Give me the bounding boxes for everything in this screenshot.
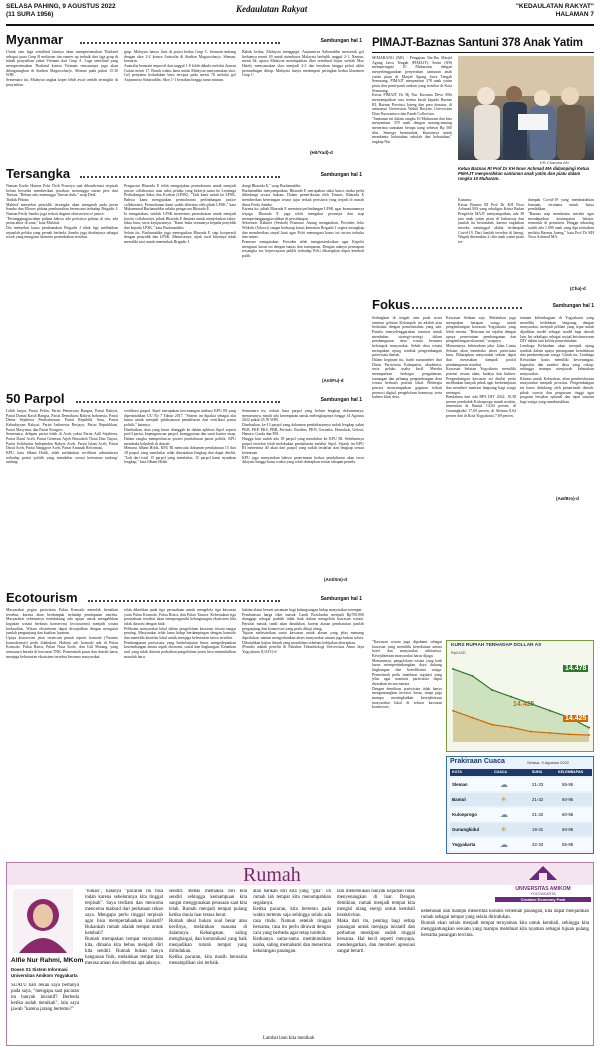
pimajt-caption: Ketua Baznas RI Prof Dr KH Noor Achmad MA didampingi Ketua PIMAJT menyerahkan santunan anak yatim dan piatu dalam rangka 10 Muharam.: [458, 166, 589, 182]
cloud-icon: ☁: [500, 840, 508, 849]
weather-humidity: 55-95: [562, 842, 574, 847]
pimajt-rule: [372, 52, 594, 53]
cloud-icon: ☁: [500, 780, 508, 789]
forex-unit: Rp/USD: [451, 650, 466, 655]
tersangka-dots: [80, 176, 280, 178]
weather-row: [450, 838, 592, 851]
forex-point: [471, 675, 473, 677]
forex-point: [588, 734, 590, 736]
weather-temp: 19-31: [532, 827, 544, 832]
tersangka-col2: Pengacara Bharada E telah mengajukan permohonan untuk menjadi justice collaborator atau saksi pelaku yang bekerja sama ke Lembaga Perlindungan Saksi dan Korban (LPSK). "Tadi kami sudah ke LPSK. Bahwa kami mengajukan permohonan perlindungan justice collaborator. Permohonan kami sudah diterima oleh pihak LPSK," kata Muhammad Burhanuddin selaku pengacara Bharada E. Ia mengatakan, setelah LPSK menerima permohonan untuk menjadi justice collaborator, pihak Bharada E diminta untuk menjelaskan fakta-fakta baru, serta kejujurannya. "Kami buka semuanya kepada penyidik dan kepada LPSK," kata Burhanuddin. Selain itu, Burhanuddin juga menegaskan Bharada E siap kooperatif dengan penyidik dan LPSK. Menurutnya, sejak awal kliennya tidak memiliki niat untuk menembak Brigadir J.: [124, 184, 236, 244]
amikom-logo-icon: [528, 865, 558, 881]
cloud-icon: ☁: [500, 810, 508, 819]
weather-row: [450, 823, 592, 836]
rumah-col3: sendiri. Bebas memaksa diri kita sendiri sehingga kemampuan kita sangat menggunakan perasaan saat kita lelah. Rumah menjadi tempat pulang ketika dunia luar terasa berat. Rumah ideal bukan soal besar atau kecilnya, melainkan suasana di dalamnya. Kehangatan, saling menghargai, dan komunikasi yang baik menjadikan rumah tempat yang dirindukan. Ketika pacaran, kita masih berusaha menampilkan sisi terbaik.: [169, 889, 247, 966]
myanmar-dots: [80, 42, 280, 44]
forex-point: [452, 710, 454, 712]
forex-widget: [446, 640, 594, 752]
weather-col-temp: SUHU: [532, 770, 543, 774]
parpol-col3: Sementara itu, terkait lima parpol yang belum lengkap dokumennya, menurutnya, masih ada kesempatan untuk melengkapinya hingga 14 Agustus 2022 pukul 23.59 WIB. Disebutkan, ke-13 parpol yang dokumen pendaftarannya sudah lengkap yakni PKB, PKP, PKS, PBB, Perindo, Nasdem, PKN, Gerindra, Demokrat, Gelora, Hanura, Garda dan PSI. Hingga kini sudah ada 18 parpol yang mendaftar ke KPU RI. Sebelumnya parpol tersebut telah melakukan pendaftaran melalui Sipol. Sejauh ini KPU RI menerima 40 akun dari parpol yang sudah terdaftar dan lengkap sesuai ketentuan. KPU juga menyatakan bahwa penerimaan berkas pendaftaran akan terus dilayani hingga batas waktu yang telah ditetapkan sesuai tahapan pemilu.: [242, 409, 364, 465]
forex-label-mid: 14.425: [513, 701, 535, 708]
photo-people-icon: [458, 56, 594, 160]
rumah-col1: SUATU hari rekan saya bertanya pada saya, "mengapa saat pacaran itu banyak inisiatif? Berbeda ketika sudah menikah", lalu saya jawab "karena jarang bertemu?": [11, 983, 79, 1012]
weather-widget: [446, 756, 594, 854]
rumah-col6: kebebasan dan mampu menerima kondisi terlemah pasangan, kita dapat menjadikan rumah sebagai tempat yang selalu dirindukan. Rumah ekan selalu menjadi tempat ternyaman kita untuk kembali, sehingga kita menggantungkan sesuatu yang mampu membuat kita nyaman sebagai tujuan pulang bersama pasangan tercinta.: [421, 909, 589, 938]
tersangka-col3: dungi Bharada E," ucap Burhanuddin. Burhanuddin menyampaikan, Bharada E merupakan saksi kunci, maka perlu dilindungi secara hukum. Dalam pemeriksaan oleh Timsus, Bharada E memberikan keterangan secara jujur terkait peristiwa yang terjadi di rumah dinas Ferdy Sambo. Karena itu, pihak Bharada E meminta perlindungan LPSK agar keamanannya terjaga. Bharada E juga telah mengakui perannya dan siap mempertanggungjawabkan di persidangan. Sekretaris Kabinet (Seskab) Pramono Anung mengatakan, Presiden Joko Widodo (Jokowi) sangat berharap kasus kematian Brigadir J segera terungkap dan memberikan sinyal kuat agar Polri menangani kasus ini secara terbuka dan tuntas. Pramono mengatakan, Presiden telah menginstruksikan agar Kapolri mengusut kasus ini dengan tuntas dan transparan. Dengan adanya penetapan tersangka ini, kepercayaan publik terhadap Polri diharapkan dapat kembali pulih.: [242, 184, 364, 258]
sun-icon: ☀: [500, 825, 508, 834]
author-name: Alfie Nur Rahmi, MKom: [11, 957, 84, 964]
weather-city: Gunungkidul: [452, 827, 480, 832]
sun-icon: ☀: [500, 795, 508, 804]
forex-point: [510, 696, 512, 698]
weather-title: Prakiraan Cuaca: [450, 758, 505, 765]
weather-row: [450, 808, 592, 821]
forex-point: [549, 710, 551, 712]
myanmar-col2: grup. Malaysia hanya finis di posisi kedua Grup C. bermain imbang dengan skor 2-2 kontra Australia di Stadion Maguwoharjo, Sleman, kemarin. Australia bermain impresif dan unggul 1-0 lebih dahulu melalui Ayman Gulasi menit 17. Butuh waktu lama untuk Malaysia menyamakan skor. Gol penyama kedudukan baru tercipta pada menit 76 melalui gol Anjasmirza Saharuddin. Skor 1-1 bertahan hingga turun minum.: [124, 50, 236, 82]
tersangka-col1: Namun Kadiv Humas Polri Dedi Prasetyo saat dikonfirmasi terpisah belum bersedia memberikan jawaban, menunggu siaran pers dari Timsus. "Belum ada, menunggu Timsus dulu," ucap Dedi. Tindak Pidana Mahfud menyebut penyidik tersangka akan mengarah pada peran Sambo dan Eliezer pidana pembunuhan berencana terhadap Brigadir J. Namun Ferdy Sambo juga terkait dugaan obstruction of justice. "Pertanggungjawaban pidana bahwa ada peristiwa pidana di situ, ada peran aktor di sana," kata Mahfud. Dia menyebut kasus pembunuhan Brigadir J tidak lagi melibatkan sejumlah pelaku yang pernah berbeda. Sambo juga disebutnya sebagai sosok yang mengatur skenario penembakan tersebut.: [6, 184, 118, 240]
forex-point: [510, 726, 512, 728]
myanmar-heading: Myanmar: [6, 32, 64, 47]
fokus-jump: Sambungan hal 1: [552, 303, 594, 309]
fokus-dots: [412, 307, 522, 309]
forex-label-end: 14.425: [565, 715, 587, 722]
rumah-title: Rumah: [243, 864, 301, 886]
weather-humidity: 60-95: [562, 827, 574, 832]
author-role-1: Dosen S1 Sistem Informasi: [11, 967, 68, 972]
weather-temp: 21-33: [532, 782, 544, 787]
weather-col-hum: KELEMBAPAN: [558, 770, 584, 774]
header-page: HALAMAN 7: [555, 11, 594, 18]
weather-temp: 21-32: [532, 812, 544, 817]
rumah-section: [6, 862, 594, 1046]
pimajt-heading: PIMAJT-Baznas Santuni 378 Anak Yatim: [372, 37, 583, 49]
myanmar-jump: Sambungan hal 1: [320, 38, 362, 44]
forex-point: [530, 731, 532, 733]
pimajt-photo: [458, 56, 594, 160]
rumah-footer: Lambat laun kita menikah: [263, 1036, 315, 1041]
rumah-col5: lalu menemukan banyak kejadian tidak menyenangkan di luar. Dengan demikian, rumah menjadi tempat kita mengisi ulang energi untuk kembali beraktivitas. Maka dari itu, penting bagi setiap pasangan untuk menjaga inisiatif dan perhatian meskipun sudah tinggal bersama. Hal kecil seperti menyapa, mendengarkan, dan memberi apresiasi sangat berarti.: [337, 889, 415, 954]
forex-point: [569, 733, 571, 735]
forex-point: [471, 717, 473, 719]
fokus-credit: (Aw/Bro)-d: [556, 496, 579, 501]
weather-header-row: [450, 769, 592, 776]
myanmar-credit: (Hit/Yud)-d: [310, 150, 333, 155]
tersangka-credit: (Ant/Fu)-d: [322, 378, 344, 383]
ecotourism-col2: telah diberikan pada tiga perusahaan untuk mengelola tiga kawasan yaitu Pulau Komodo, Pulau Rinca, dan Pulau Tatawa. Keberadaan tiga perusahaan tersebut akan mempengaruhi kelangsungan ekosistem bila tidak diawasi dengan baik. Pelibatan masyarakat lokal dalam pengelolaan kawasan wisata sangat penting. Masyarakat telah lama hidup berdampingan dengan komodo dan memiliki kearifan lokal untuk menjaga kelestarian satwa tersebut. Pembangunan pariwisata yang berkelanjutan harus mengedepankan keseimbangan antara aspek ekonomi, sosial dan lingkungan. Kenaikan tarif yang tidak disertai perbaikan pengelolaan justru bisa menimbulkan masalah baru.: [124, 608, 236, 659]
weather-col-city: KOTA: [452, 770, 462, 774]
ecotourism-col4: "Kawasan wisata juga dipahami sebagai kawasan yang memiliki keterkaitan antara hotel dan masyarakat sekitarnya. Kesejahteraan masyarakat harus dijaga. Menurutnya, pengelolaan wisata yang baik harus mempertimbangkan daya dukung lingkungan dan keterlibatan warga. Pemerintah perlu membuat regulasi yang jelas agar manfaat pariwisata dapat dirasakan secara merata. Dengan demikian, pariwisata tidak hanya menguntungkan investor besar, tetapi juga mampu meningkatkan kesejahteraan masyarakat lokal di sekitar kawasan konservasi.: [372, 640, 442, 710]
pimajt-col-a: Kusuma. Ketua Baznas RI Prof Dr KH Noor Achmad MA yang sekaligus Ketua Badan Pengelola MAJT menyampaikan, ada 38 juta anak yatim piatu di Indonesia dan jumlah itu bertambah, karena ongkahan mereka meninggal akibat terdampak Covid-19. Dari Jumlah tersebut di Jateng, Wagub ditemukan 2 ribu anak yatim piatu ter-: [458, 198, 524, 244]
pimajt-col-b: dampak Covid-19 yang membutuhkan bantuan, terutama untuk biaya pendidikan. "Baznas siap membantu mereka agar mendapatkan kesempatan belajar, termasuk di pesantren. Hingga sekarang sudah ada 1.000 anak yang diprioritaskan melalui Baznas Jateng," kata Prof Dr KH Noor Achmad MA.: [528, 198, 594, 240]
amikom-logo-name: UNIVERSITAS AMIKOM: [515, 886, 571, 892]
forex-point: [549, 732, 551, 734]
weather-city: Kulonprogo: [452, 812, 477, 817]
ecotourism-col3: habitat alami berarti ancaman bagi kelangsungan hidup masyarakat setempat. Pembatasan harga tiket masuk Candi Borobudur menjadi Rp750.000 dianggap sebagai praktik tidak baik dalam mengelola kawasan wisata. Bersifat masuk candi akan dinaikkan, karena alasan pembatasan jumlah pengunjung dan konservasi yang perlu dikaji ulang. Tujuan melestarikan suatu kawasan untuk alasan yang jelas memang diperlukan, namun mengorbankan akses masyarakat umum juga bukan solusi. Dibutuhkan kajian ilmiah yang mendalam sebelum kebijakan diterapkan. (Penulis adalah peneliti di Fakultas Teknobiologi Universitas Atma Jaya Yogyakarta (UAJY)-d: [242, 608, 364, 654]
ecotourism-dots: [88, 600, 280, 602]
weather-col-cond: CUACA: [494, 770, 507, 774]
parpol-col2: verifikasi parpol. Sipol merupakan kewenangan atribusi KPU RI yang diperintahkan UU No 7 Tahun 2017. "Sistem ini dipakai sebagai alat bantu untuk menjadi pelaksanaan pendaftaran dan verifikasi partai politik," katanya. Disebutkan, data yang harus diunggah ke dalam aplikasi Sipol seperti profil partai, kepengurusan parpol, keanggotaan dan surat kantor tetap. Dalam rangka memperlancar proses pendaftaran partai politik, KPU membuka helpdesk di daerah. Menurut Idham Holik, KPU RI mencatat dokumen pendaftaran 15 dari 18 parpol yang mendaftar telah dinyatakan lengkap dan dapat diteliti, "Jadi dari total 15 parpol yang mendaftar, 15 parpol kami nyatakan lengkap," kata Idham Holik.: [124, 409, 236, 465]
weather-city: Sleman: [452, 782, 468, 787]
weather-temp: 22-33: [532, 842, 544, 847]
amikom-logo-city: YOGYAKARTA: [530, 892, 556, 896]
header-date: SELASA PAHING, 9 AGUSTUS 2022: [6, 3, 116, 10]
amikom-logo: [495, 865, 591, 905]
tersangka-heading: Tersangka: [6, 166, 71, 181]
myanmar-col1: Untuk satu laga semifinal lainnya akan mempertemukan Thailand sebagai juara Grup B melawan tim runner up terbaik dari tiga grup di babak penyisihan yakni Vietnam dari Grup A. Laga semifinal yang mempertemukan Thailand kontra Vietnam rencananya juga akan dilangsungkan di Stadion Maguwoharjo, Sleman pada pukul 15.30 WIB. Sementara itu, Malaysia angkat koper lebih awal setelah tersingkir di penyisihan: [6, 50, 118, 87]
author-portrait-icon: [13, 889, 73, 953]
author-photo: [13, 889, 73, 953]
myanmar-col3: Babak kedua, Malaysia menggegit. Anjasmirza Saharuddin mencetak gol keduanya menit 49 untuk membawa Malaysia berbalik unggul 2-1. Namun, menit 64, upaya Malaysia mendapatkan tiket semifinal buyar setelah Max Hately menyamakan skor menjadi 2-2 dan bertahan hingga peluit akhir pertandingan ditiup. Malaysia hanya menempati peringkat kedua klasemen Grup C.: [242, 50, 364, 78]
weather-row: [450, 778, 592, 791]
pimajt-lead: SEMARANG (KR) - Pengajian Ibu-Ibu Masjid Agung Jawa Tengah (PIMAJT), Senin (8/8) memperingati 10 Muharram dengan menyelenggarakan penyerahan santunan anak yatim piatu di Masjid Agung Jawa Tengah Semarang. PIMAJT menyantuni 378 anak yatim piatu dari panti-panti asuhan yang tersebar di Kota Semarang. Ketua PIMAJT Dr Hj Nur Kusuma Dewi MSi menyampaikan rasa terima kasih kepada Baznas RI, Baznas Provinsi Jateng dan para donatur, di antaranya Universitas Wahid Hasyim, Universitas Dian Nuswantoro dan Pands Collection. "Santunan ini dalam rangka 10 Muharram dan bisa menyantuni 378 anak dengan masing-masing menerima santunan berupa uang sebesar Rp 500 ribu. Semoga bermanfaat, khususnya untuk membantu kebutuhan sekolah dan kebutuhan," ungkap Nur: [372, 56, 452, 144]
weather-date: Selasa, 9 Agustus 2022: [527, 760, 570, 765]
parpol-dots: [76, 401, 280, 403]
ecotourism-jump: Sambungan hal 1: [320, 596, 362, 602]
fokus-col2: Kawasan Selatan saja. Melainkan juga merupakan harapan warga untuk pengembangan kawasan Yogyakarta yang lebih merata. "Rencana ini sejalan dengan upaya pemerataan pembangunan dan pengembangan ekonomi," ucapnya. Menurutnya, keberadaan jalur Jalan Lintas Selatan akan membuka akses pariwisata baru. Diharapkan masyarakat sekitar dapat ikut merasakan dampak positif pembangunan tersebut. Kawasan Selatan Yogyakarta memiliki potensi wisata alam, budaya dan kuliner. Pengembangan kawasan ini dinilai perlu melibatkan banyak pihak agar berkelanjutan dan memberi manfaat langsung bagi warga setempat. Bendahara dari ada BPS DIY 2022, 18,38 persen penduduk Kulonprogo masih miskin, sementara di Bantul 14,04 persen, di Gunungkidul 17,69 persen, di Sleman 8,64 persen dan di Kota Yogyakarta 7,69 persen.: [446, 316, 516, 418]
amikom-logo-tagline: Creative Economy Park: [495, 897, 591, 902]
fokus-heading: Fokus: [372, 297, 411, 312]
masthead-logo: Kedaulatan Rakyat: [236, 4, 308, 14]
ecotourism-heading: Ecotourism: [6, 590, 78, 605]
pimajt-credit: (Cha)-d: [570, 286, 586, 291]
parpol-col1: Lebih lanjut, Partai Pelita, Partai Pemersatu Bangsa, Partai Rakyat, Partai Damai Kasih Bangsa, Partai Demokrasi Rakyat Indonesia, Partai Dema Sejahtera Pembaharuan, Partai Republik Satu, Partai Kebudayaan Rakyat, Partai Indonesia Berjaya, Partai Republikan, Partai Masyumi, dan Partai Kongres. Sementara, delapan partai tidak di Aceh yakni Partai Adil Sejahtera, Partai Darul Aceh, Partai Generasi Atjeh Beusaboh Thaat Dan Taqwa, Partai Solidaritas Independen Rakyat Aceh, Partai Islam Aceh, Partai Darul Aceh, Partai Nanggroe Aceh, Partai Amanah Reformasi. KPU, kata Idham Holik, telah melakukan verifikasi administrasi terhadap partai politik yang mendaftar sesuai ketentuan undang-undang.: [6, 409, 118, 465]
author-role-2: Universitas Amikom Yogyakarta: [11, 973, 78, 978]
parpol-credit: (Ant/Sm)-d: [324, 577, 347, 582]
weather-temp: 21-32: [532, 797, 544, 802]
tersangka-jump: Sambungan hal 1: [320, 172, 362, 178]
header-section: "KEDAULATAN RAKYAT": [515, 3, 594, 10]
weather-city: Bantul: [452, 797, 466, 802]
forex-label-top: 14.478: [565, 665, 587, 672]
weather-city: Yogyakarta: [452, 842, 476, 847]
weather-humidity: 60-95: [562, 812, 574, 817]
pimajt-photo-credit: KR-Chandra AN: [540, 160, 569, 165]
parpol-jump: Sambungan hal 1: [320, 397, 362, 403]
forex-point: [588, 727, 590, 729]
parpol-heading: 50 Parpol: [6, 391, 65, 406]
forex-point: [452, 668, 454, 670]
ecotourism-col1: Masyarakat pegiat pariwisata Pulau Komodo menolak kenaikan tersebut, karena akan berdampak terhadap pendapatan mereka. Masyarakat sebenarnya mendukung ada upaya untuk mengalihkan kegiatan wisata berbasis konservasi (ecotourism) menjadi wisata berkualitas. Wisata ekoturisme dapat diwujudkan dengan mengatur jumlah pengunjung dan kualitas layanan. Upaya konservasi jenis terancam punah seperti komodo (Varanus komodoensis) perlu dilakukan. Habitat asli komodo ada di Pulau Komodo, Pulau Rinca, Pulau Nusa Kode, dan Gili Motang, yang semuanya berada di kawasan TNK. Pemerintah pusat dan daerah harus menjaga kelestarian ekosistem tersebut bersama masyarakat.: [6, 608, 118, 659]
fokus-col3: tatanan kelembagaan di Yogyakarta yang memiliki kedekatan langsung dengan masyarakat, menjadi pilihan yang tepat untuk dijadikan model sebagai model bagi daerah lain. Ini sekaligus sebagai wujud keistimewaan DIY dalam tata kelola pemerintahan. Lembaga Kelurahan akan menjadi ujung tombak dalam upaya penanganan kemiskinan dan pemberdayaan warga. Untuk itu, Lembaga Kelurahan harus memiliki kewenangan, kapasitas dan sumber daya yang cukup, sehingga mampu menjawab kebutuhan masyarakat. Khusus untuk Kelurahan, akan pemberdayaan masyarakat menjadi prioritas. Pengembangan ini harus didukung oleh pemerintah daerah, pihak swasta dan perguruan tinggi agar program berjalan optimal dan tepat sasaran bagi warga yang membutuhkan.: [520, 316, 594, 404]
weather-humidity: 60-95: [562, 797, 574, 802]
page-header: [6, 3, 594, 23]
weather-humidity: 55-95: [562, 782, 574, 787]
forex-point: [491, 689, 493, 691]
fokus-col1: Sedangkan di tengah atau pada acara seminar gelaran Kelompok ini adalah atau berkaitan dengan pemerintahan yang ada. Panitia menyelenggarakan seminar untuk membahas strategi-strategi dalam pembangunan desa wisata bersama kelompok masyarakat. Sebab desa wisata merupakan ujung tombak pengembangan pariwisata daerah. Dalam kegiatan itu, hadir narasumber dari Dinas Pariwisata Kabupaten, akademisi, serta pelaku usaha kecil. Mereka memaparkan berbagai pengalaman, tantangan dan peluang pengembangan desa wisata berbasis potensi lokal. Beberapa peserta menyampaikan gagasan terkait promosi digital, pengelolaan homestay, serta kuliner khas desa.: [372, 316, 442, 400]
rumah-col2: "bukan", katanya "pacaran itu bisa indah karena sebelumnya kita tinggal terpisah". Saya terdiam dan mencoba mencerna maksud dari perkataan rekan saya. Mengapa perlu tinggal terpisah agar bisa mempertahankan inisiatif? Bukankah rumah adalah tempat untuk kembali? Rumah merupakan tempat ternyaman kita, dimana kita bebas menjadi diri kita sendiri. Rumah bukan hanya bangunan fisik, melainkan tempat kita merasa aman dan diterima apa adanya.: [85, 889, 163, 966]
weather-row: [450, 793, 592, 806]
header-rule: [6, 24, 594, 26]
forex-point: [491, 724, 493, 726]
rumah-col4: atau bahkan diri kita yang "gila". Di rumah lah tempat kita menumpahkan segalanya. Ketika pacaran, kita bertemu pada waktu tertentu saja sehingga selalu ada rasa rindu. Namun setelah tinggal bersama, rasa itu perlu dirawat dengan cara yang berbeda agar tetap tumbuh. Keduanya sama-sama membutuhkan usaha, saling memahami dan menerima kekurangan pasangan.: [253, 889, 331, 954]
header-edition: (11 SURA 1956): [6, 11, 54, 18]
forex-title: KURS RUPIAH TERHADAP DOLLAR AS: [451, 643, 542, 648]
